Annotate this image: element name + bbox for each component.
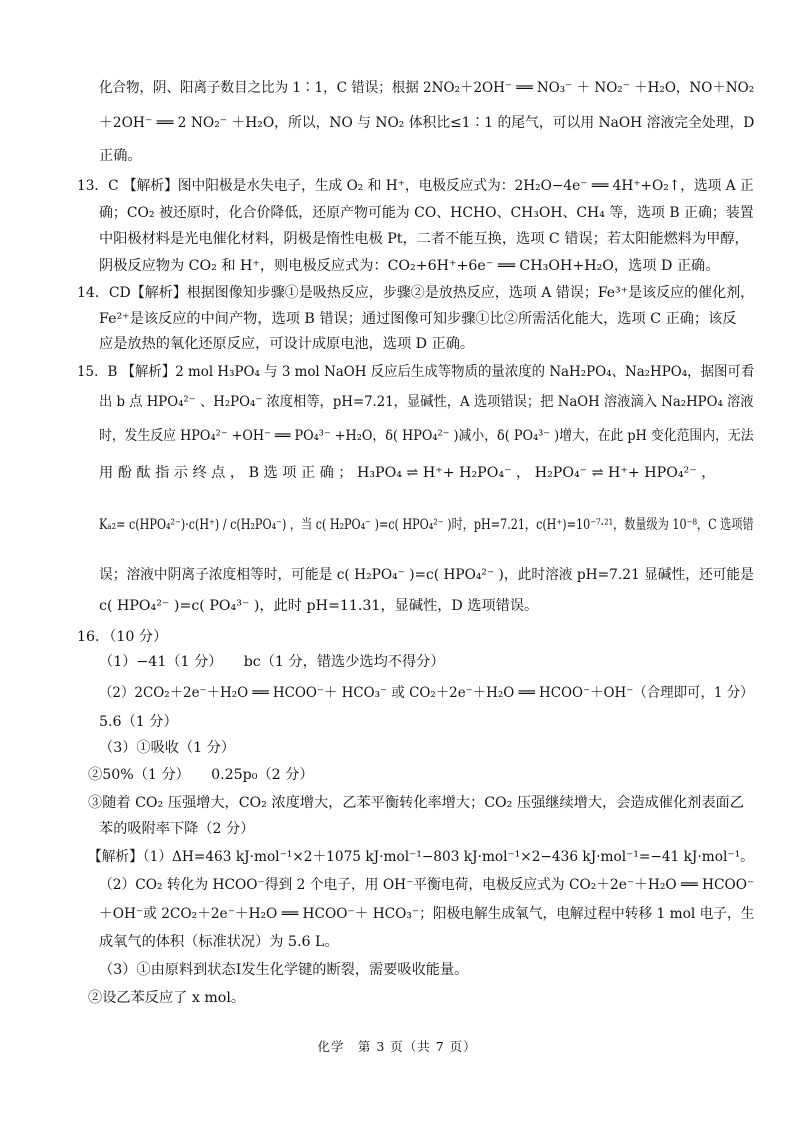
text-line: 误；溶液中阴离子浓度相等时，可能是 c( H₂PO₄⁻ )=c( HPO₄²⁻ )，此时溶液 pH=7.21 显碱性，还可能是 xyxy=(99,567,754,583)
text-line: （2）2CO₂＋2e⁻＋H₂O ══ HCOO⁻＋ HCO₃⁻ 或 CO₂＋2e⁻＋H₂O ══ HCOO⁻＋OH⁻（合理即可，1 分） xyxy=(99,685,754,701)
text-line: （3）①由原料到状态Ⅰ发生化学键的断裂，需要吸收能量。 xyxy=(99,962,469,978)
text-line: 化合物，阴、阳离子数目之比为 1∶1，C 错误；根据 2NO₂＋2OH⁻ ══ NO₃⁻ ＋ NO₂⁻ ＋H₂O，NO＋NO₂ xyxy=(99,80,755,96)
text-line: 时，发生反应 HPO₄²⁻ +OH⁻ ══ PO₄³⁻ +H₂O，δ( HPO₄²⁻ )减小，δ( PO₄³⁻ )增大，在此 pH 变化范围内，无法 xyxy=(99,428,754,444)
answer-13: 13．C 【解析】图中阳极是水失电子，生成 O₂ 和 H⁺，电极反应式为：2H₂O−4e⁻ ══ 4H⁺+O₂↑，选项 A 正 xyxy=(77,178,754,194)
answer-14: 14．CD【解析】根据图像知步骤①是吸热反应，步骤②是放热反应，选项 A 错误；Fe³⁺是该反应的催化剂， xyxy=(77,285,755,301)
formula-line: Kₐ₂= c(HPO₄²⁻)·c(H⁺) / c(H₂PO₄⁻) ，当 c( H₂PO₄⁻ )=c( HPO₄²⁻ )时，pH=7.21，c(H⁺)=10⁻⁷·²¹，数量级为 10⁻⁸，C 选项错 xyxy=(99,517,754,533)
page-footer: 化学 第 3 页（共 7 页） xyxy=(317,1039,477,1054)
text-line: 用 酚 酞 指 示 终 点 ， B 选 项 正 确 ； H₃PO₄ ⇌ H⁺+ H₂PO₄⁻ ， H₂PO₄⁻ ⇌ H⁺+ HPO₄²⁻ ， xyxy=(99,465,716,481)
text-line: 正确。 xyxy=(99,148,142,164)
answer-16: 16．（10 分） xyxy=(77,629,168,645)
text-line: 阴极反应物为 CO₂ 和 H⁺，则电极反应式为：CO₂+6H⁺+6e⁻ ══ CH₃OH+H₂O，选项 D 正确。 xyxy=(99,258,720,274)
text-line: 出 b 点 HPO₄²⁻ 、H₂PO₄⁻ 浓度相等，pH=7.21，显碱性，A 选项错误；把 NaOH 溶液滴入 Na₂HPO₄ 溶液 xyxy=(99,394,754,410)
text-line: 5.6（1 分） xyxy=(99,714,178,730)
text-line: 中阳极材料是光电催化材料，阴极是惰性电极 Pt，二者不能互换，选项 C 错误；若太阳能燃料为甲醇， xyxy=(99,231,749,247)
text-line: 确；CO₂ 被还原时，化合价降低，还原产物可能为 CO、HCHO、CH₃OH、CH₄ 等，选项 B 正确；装置 xyxy=(99,205,754,221)
explanation-line: 【解析】（1）ΔH=463 kJ·mol⁻¹×2＋1075 kJ·mol⁻¹−803 kJ·mol⁻¹×2−436 kJ·mol⁻¹=−41 kJ·mol⁻¹。 xyxy=(88,849,754,865)
text-line: 成氧气的体积（标准状况）为 5.6 L。 xyxy=(99,934,339,950)
answer-15: 15．B 【解析】2 mol H₃PO₄ 与 3 mol NaOH 反应后生成等物质的量浓度的 NaH₂PO₄、Na₂HPO₄，据图可看 xyxy=(77,364,755,380)
text-line: ③随着 CO₂ 压强增大，CO₂ 浓度增大，乙苯平衡转化率增大；CO₂ 压强继续增大，会造成催化剂表面乙 xyxy=(88,795,744,811)
text-line: 苯的吸附率下降（2 分） xyxy=(99,821,255,837)
text-line: 应是放热的氧化还原反应，可设计成原电池，选项 D 正确。 xyxy=(99,336,475,352)
text-line: ＋OH⁻或 2CO₂＋2e⁻＋H₂O ══ HCOO⁻＋ HCO₃⁻；阳极电解生成氧气，电解过程中转移 1 mol 电子，生 xyxy=(99,906,755,922)
text-line: ＋2OH⁻ ══ 2 NO₂⁻ ＋H₂O，所以，NO 与 NO₂ 体积比≤1∶1 的尾气，可以用 NaOH 溶液完全处理，D xyxy=(99,115,755,131)
text-line: （3）①吸收（1 分） xyxy=(99,740,236,756)
text-line: c( HPO₄²⁻ )=c( PO₄³⁻ )，此时 pH=11.31，显碱性，D 选项错误。 xyxy=(99,598,539,614)
text-line: ②50%（1 分） 0.25p₀（2 分） xyxy=(88,767,314,783)
text-line: （1）−41（1 分） bc（1 分，错选少选均不得分） xyxy=(99,654,445,670)
text-line: ②设乙苯反应了 x mol。 xyxy=(88,990,246,1006)
text-line: （2）CO₂ 转化为 HCOO⁻得到 2 个电子，用 OH⁻平衡电荷，电极反应式为 CO₂＋2e⁻＋H₂O ══ HCOO⁻ xyxy=(99,877,755,893)
text-line: Fe²⁺是该反应的中间产物，选项 B 错误；通过图像可知步骤①比②所需活化能大，选项 C 正确；该反 xyxy=(99,311,737,327)
